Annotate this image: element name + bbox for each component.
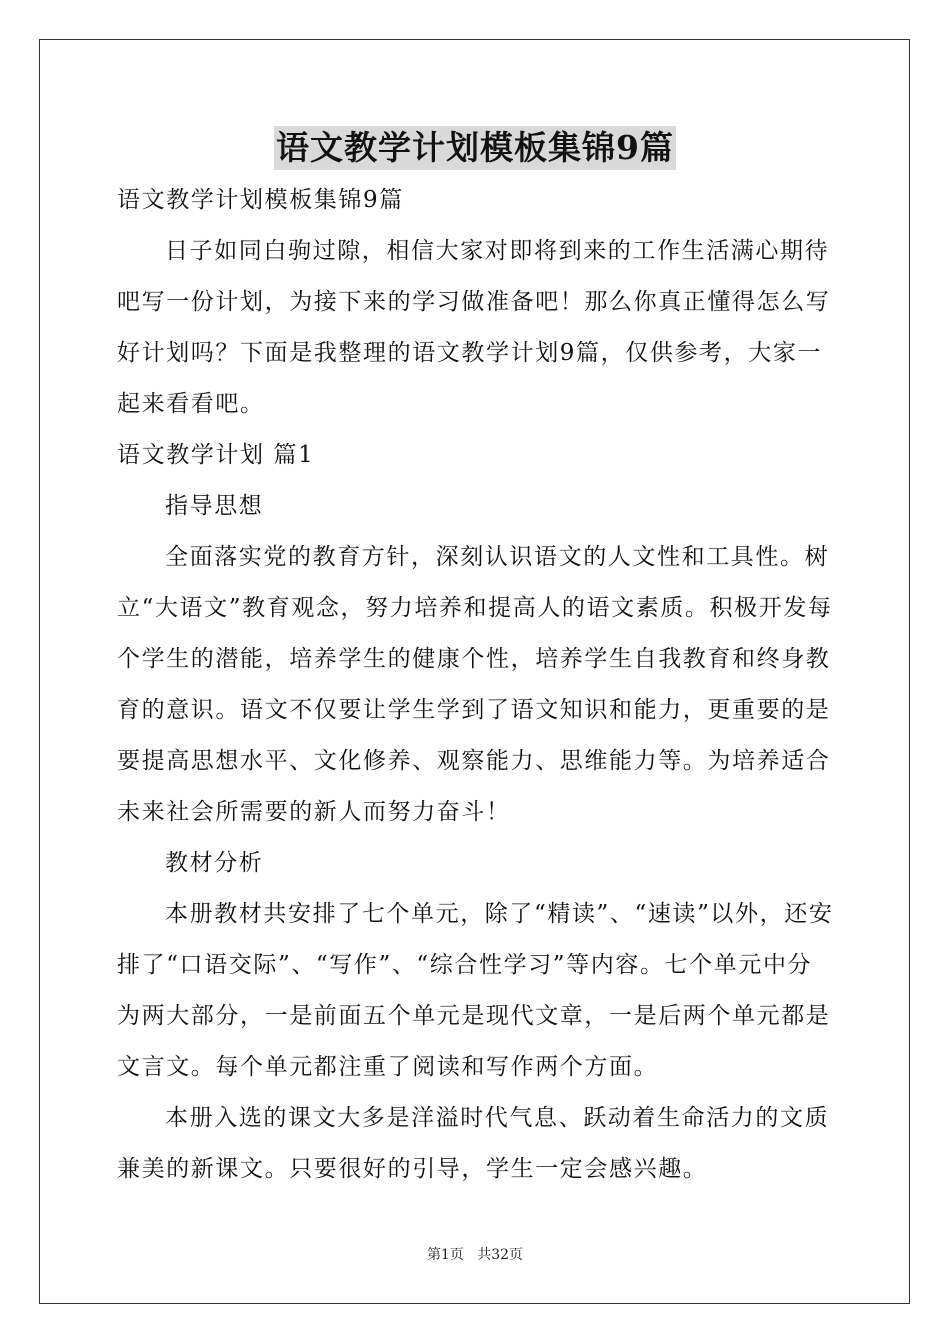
- document-body: [117, 175, 835, 1195]
- page-footer: [0, 1245, 950, 1265]
- intro-paragraph: 日子如同白驹过隙，相信大家对即将到来的工作生活满心期待吧写一份计划，为接下来的学习做准备吧！那么你真正懂得怎么写好计划吗？下面是我整理的语文教学计划9篇，仅供参考，大家一起来看看吧。: [117, 238, 831, 417]
- section-heading: 语文教学计划 篇1: [117, 442, 315, 468]
- textbook-selection-paragraph: 本册入选的课文大多是洋溢时代气息、跃动着生命活力的文质兼美的新课文。只要很好的引导，学生一定会感兴趣。: [117, 1105, 830, 1182]
- subheading-guiding-thought: 指导思想: [165, 493, 264, 519]
- title-container: [0, 126, 950, 170]
- page-total: 共32页: [477, 1247, 524, 1263]
- subheading-textbook-analysis: 教材分析: [165, 850, 264, 876]
- document-title: 语文教学计划模板集锦9篇: [274, 126, 676, 170]
- textbook-analysis-paragraph: 本册教材共安排了七个单元，除了“精读”、“速读”以外，还安排了“口语交际”、“写作”、“综合性学习”等内容。七个单元中分为两大部分，一是前面五个单元是现代文章，一是后两个单元都是文言文。每个单元都注重了阅读和写作两个方面。: [117, 901, 834, 1080]
- guiding-thought-paragraph: 全面落实党的教育方针，深刻认识语文的人文性和工具性。树立“大语文”教育观念，努力培养和提高人的语文素质。积极开发每个学生的潜能，培养学生的健康个性，培养学生自我教育和终身教育的意识。语文不仅要让学生学到了语文知识和能力，更重要的是要提高思想水平、文化修养、观察能力、思维能力等。为培养适合未来社会所需要的新人而努力奋斗！: [117, 544, 833, 825]
- page-number: 第1页: [426, 1247, 464, 1263]
- subtitle-paragraph: 语文教学计划模板集锦9篇: [117, 187, 404, 213]
